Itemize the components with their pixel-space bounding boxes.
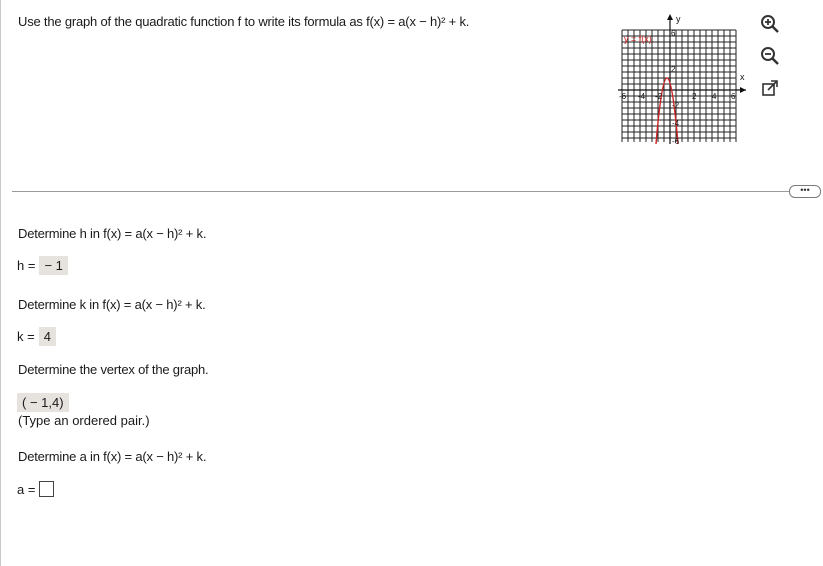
y-tick-label: 6 — [671, 29, 676, 38]
vertex-hint: (Type an ordered pair.) — [18, 413, 150, 428]
zoom-out-button[interactable] — [758, 44, 782, 68]
y-axis-arrow — [667, 14, 673, 20]
y-tick-label: -6 — [672, 137, 680, 146]
graph-svg — [618, 10, 750, 150]
vertex-prompt: Determine the vertex of the graph. — [18, 362, 209, 377]
external-link-icon — [761, 79, 779, 97]
vertex-answer-box[interactable]: ( − 1,4) — [17, 393, 69, 412]
k-answer-line — [17, 327, 56, 346]
k-answer-box[interactable]: 4 — [39, 327, 56, 346]
k-prompt: Determine k in f(x) = a(x − h)² + k. — [18, 297, 206, 312]
h-prompt: Determine h in f(x) = a(x − h)² + k. — [18, 226, 207, 241]
section-divider — [12, 191, 795, 192]
h-answer-line — [17, 256, 68, 275]
a-answer-input[interactable] — [39, 481, 54, 497]
x-tick-label: -6 — [619, 92, 627, 101]
graph[interactable] — [618, 10, 750, 150]
x-tick-label: -2 — [655, 92, 663, 101]
zoom-out-icon — [760, 46, 780, 66]
a-answer-line — [17, 481, 54, 497]
curve-label: y = f(x) — [624, 34, 652, 44]
x-axis-label: x — [740, 72, 745, 82]
x-axis-arrow — [740, 87, 746, 93]
y-tick-label: 2 — [671, 65, 676, 74]
zoom-in-icon — [760, 14, 780, 34]
y-tick-label: -4 — [672, 119, 680, 128]
more-options-button[interactable]: ••• — [789, 185, 821, 198]
question-text: Use the graph of the quadratic function f to write its formula as f(x) = a(x − h)² + k. — [18, 14, 470, 29]
zoom-in-button[interactable] — [758, 12, 782, 36]
x-tick-label: 4 — [712, 92, 717, 101]
graph-tools — [758, 12, 784, 108]
vertex-answer-line — [17, 393, 69, 412]
a-label: a = — [17, 481, 36, 497]
a-prompt: Determine a in f(x) = a(x − h)² + k. — [18, 449, 207, 464]
x-tick-label: 2 — [692, 92, 697, 101]
parabola-curve — [656, 78, 678, 144]
h-label: h = — [17, 258, 36, 273]
y-axis-label: y — [676, 14, 681, 24]
x-tick-label: -4 — [638, 92, 646, 101]
x-tick-label: 6 — [731, 92, 736, 101]
k-label: k = — [17, 329, 35, 344]
open-external-button[interactable] — [758, 76, 782, 100]
left-border — [0, 0, 1, 566]
y-tick-label: -2 — [672, 101, 680, 110]
h-answer-box[interactable]: − 1 — [39, 256, 67, 275]
